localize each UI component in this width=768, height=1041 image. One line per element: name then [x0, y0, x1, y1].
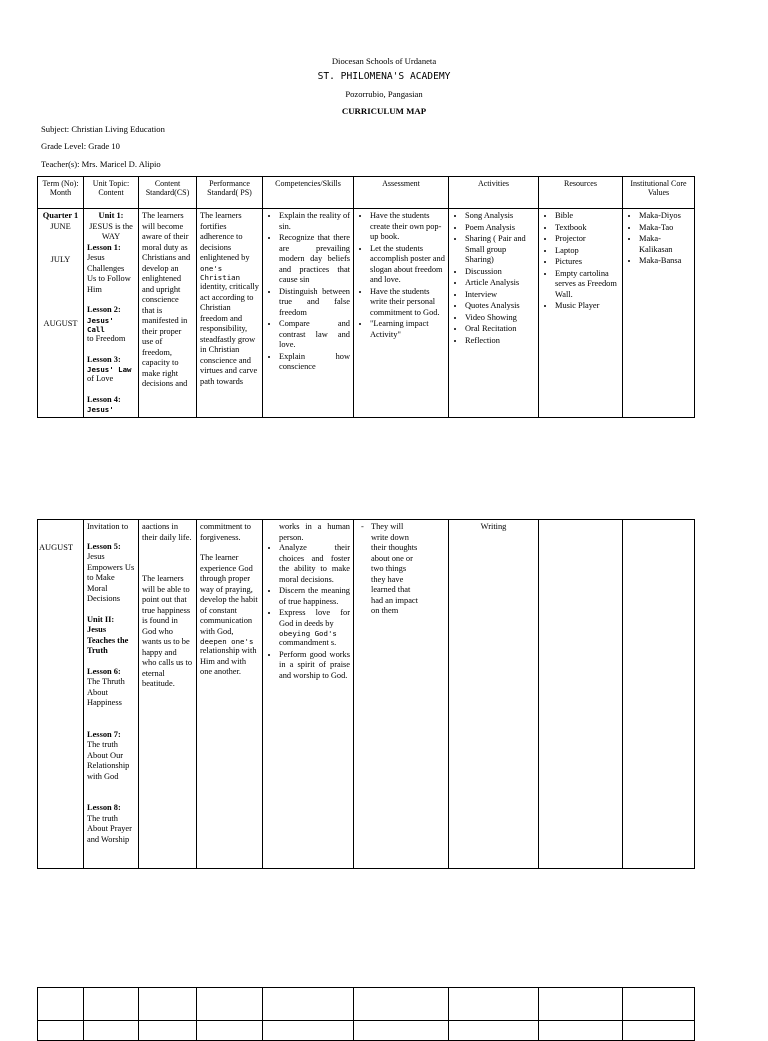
unit-2-label: Unit II: — [87, 614, 115, 624]
col-activities: Activities — [449, 177, 539, 209]
core-value-item: • Maka-Kalikasan — [639, 234, 691, 255]
col-core-values: Institutional Core Values — [623, 177, 695, 209]
ps-text-b: The learner experience God through proper way of praying, develop the habit of constant communication with God, — [200, 553, 258, 636]
activity-item: • Song Analysis — [465, 211, 535, 222]
competency-item: • Recognize that there are prevailing modern day beliefs and practices that cause sin — [279, 233, 350, 286]
assessment-item: • Have the students write their personal commitment to God. — [370, 287, 445, 319]
unit-cell — [84, 520, 139, 869]
lesson-7-label: Lesson 7: — [87, 729, 121, 739]
lesson-6-title: The Thruth About Happiness — [87, 677, 125, 707]
cs-cell — [139, 520, 197, 869]
term-august: AUGUST — [39, 543, 73, 552]
col-term: Term (No): Month — [38, 177, 84, 209]
competency-item: • Discern the meaning of true happiness. — [279, 586, 350, 607]
resource-item: • Laptop — [555, 246, 619, 257]
competency-love-mono: obeying God's — [279, 629, 337, 638]
competency-item: • Explain the reality of sin. — [279, 211, 350, 232]
activity-item: • Article Analysis — [465, 278, 535, 289]
competency-item: • Perform good works in a spirit of praise and worship to God. — [279, 650, 350, 682]
resource-item: • Pictures — [555, 257, 619, 268]
activity-item: • Reflection — [465, 336, 535, 347]
term-cell — [38, 209, 84, 418]
dash-marker: - — [361, 522, 364, 531]
ps-text-a: The learners fortifies adherence to decisions enlightened by — [200, 211, 250, 262]
curriculum-table-page-2 — [37, 519, 695, 869]
unit-continuation: Invitation to — [87, 522, 129, 531]
document-title: CURRICULUM MAP — [341, 106, 427, 116]
core-values-cell — [623, 209, 695, 418]
ps-text-b: identity, critically act according to Christian freedom and responsibility, steadfastly grow in Christian conscience and virtues and carve path towards — [200, 282, 259, 386]
col-cs: Content Standard(CS) — [139, 177, 197, 209]
assessment-cell — [354, 520, 449, 869]
competency-item: • Distinguish between true and false freedom — [279, 287, 350, 319]
lesson-1-title: Jesus Challenges Us to Follow Him — [87, 253, 131, 294]
table-row — [38, 209, 695, 418]
term-quarter: Quarter 1 — [42, 211, 79, 220]
cs-cell: The learners will become aware of their moral duty as Christians and develop an enlightened and upright conscience that is manifested in their proper use of freedom, capacity to make right decisions and — [139, 209, 197, 418]
term-july: JULY — [50, 255, 71, 264]
activities-cell — [449, 520, 539, 869]
lesson-7-title: The truth About Our Relationship with God — [87, 740, 130, 781]
competencies-cell — [263, 520, 354, 869]
activity-item: • Poem Analysis — [465, 223, 535, 234]
grade-line: Grade Level: Grade 10 — [41, 141, 120, 151]
activity-item: • Oral Recitation — [465, 324, 535, 335]
school-name: ST. PHILOMENA'S ACADEMY — [317, 71, 451, 82]
activity-item: • Interview — [465, 290, 535, 301]
assessment-item: • Let the students accomplish poster and slogan about freedom and love. — [370, 244, 445, 286]
competency-item — [279, 608, 350, 649]
resource-item: • Textbook — [555, 223, 619, 234]
curriculum-table-page-3 — [37, 987, 695, 1041]
ps-cell — [197, 209, 263, 418]
competency-continuation: works in a human person. — [279, 522, 350, 542]
col-unit: Unit Topic: Content — [84, 177, 139, 209]
competencies-cell — [263, 209, 354, 418]
unit-1-label: Unit 1: — [98, 211, 124, 220]
assessment-item: - They will write down their thoughts about one or two things they have learned that had an impact on them — [361, 522, 418, 615]
col-ps: Performance Standard( PS) — [197, 177, 263, 209]
resources-cell — [539, 209, 623, 418]
curriculum-table-page-1 — [37, 176, 695, 418]
diocese-name: Diocesan Schools of Urdaneta — [331, 56, 437, 66]
ps-text-a: commitment to forgiveness. — [200, 522, 251, 542]
empty-cell — [197, 988, 263, 1021]
core-value-item: • Maka-Tao — [639, 223, 691, 234]
teacher-line: Teacher(s): Mrs. Maricel D. Alipio — [41, 159, 161, 169]
term-cell — [38, 520, 84, 869]
ps-cell — [197, 520, 263, 869]
activities-cell — [449, 209, 539, 418]
core-values-cell — [623, 520, 695, 869]
col-assessment: Assessment — [354, 177, 449, 209]
lesson-3-title-b: of Love — [87, 374, 114, 384]
lesson-3-title-a: Jesus' Law — [87, 365, 132, 374]
empty-cell — [38, 988, 84, 1021]
lesson-3-label: Lesson 3: — [87, 354, 121, 364]
activity-item: • Quotes Analysis — [465, 301, 535, 312]
lesson-1-label: Lesson 1: — [87, 242, 121, 252]
competency-item: • Analyze their choices and foster the ability to make moral decisions. — [279, 543, 350, 585]
lesson-2-title-b: to Freedom — [87, 334, 126, 343]
core-value-item: • Maka-Bansa — [639, 256, 691, 267]
resource-item: • Projector — [555, 234, 619, 245]
activity-item: • Discussion — [465, 267, 535, 278]
lesson-4-title: Jesus' — [87, 405, 114, 415]
competency-love-b: commandment s. — [279, 638, 337, 648]
ps-text-mono: deepen one's — [200, 637, 254, 646]
empty-cell — [139, 988, 197, 1021]
term-june: JUNE — [50, 221, 71, 231]
unit-2-title: Jesus Teaches the Truth — [87, 625, 129, 655]
resource-item: • Bible — [555, 211, 619, 222]
core-value-item: • Maka-Diyos — [639, 211, 691, 222]
empty-cell — [263, 988, 354, 1021]
lesson-5-label: Lesson 5: — [87, 541, 121, 551]
col-resources: Resources — [539, 177, 623, 209]
table-row — [38, 520, 695, 869]
assessment-cell — [354, 209, 449, 418]
lesson-6-label: Lesson 6: — [87, 666, 121, 676]
resource-item: • Music Player — [555, 301, 619, 312]
competency-item: • Compare and contrast law and love. — [279, 319, 350, 351]
unit-1-title: JESUS is the WAY — [89, 221, 133, 241]
empty-cell — [354, 988, 449, 1021]
competency-item: • Explain how conscience — [279, 352, 350, 373]
lesson-4-label: Lesson 4: — [87, 394, 121, 404]
lesson-5-title: Jesus Empowers Us to Make Moral Decisions — [87, 552, 135, 603]
subject-line: Subject: Christian Living Education — [41, 124, 165, 134]
assessment-item: • "Learning impact Activity" — [370, 319, 445, 340]
lesson-8-title: The truth About Prayer and Worship — [87, 813, 132, 844]
term-august: AUGUST — [43, 318, 78, 328]
activity-item: • Video Showing — [465, 313, 535, 324]
table-header-row — [38, 177, 695, 209]
lesson-8-label: Lesson 8: — [87, 803, 121, 812]
competency-love-a: Express love for God in deeds by — [279, 608, 350, 628]
activity-item: • Sharing ( Pair and Small group Sharing) — [465, 234, 535, 266]
lesson-2-label: Lesson 2: — [87, 305, 121, 314]
lesson-2-title-a: Jesus' Call — [87, 315, 114, 334]
resource-item: • Empty cartolina serves as Freedom Wall. — [555, 269, 619, 301]
ps-text-mono: one's Christian — [200, 263, 241, 282]
empty-cell — [84, 988, 139, 1021]
unit-cell — [84, 209, 139, 418]
cs-text-b: The learners will be able to point out that true happiness is found in God who wants us to be happy and who calls us to eternal beatitude. — [142, 574, 193, 688]
assessment-item: • Have the students create their own pop-up book. — [370, 211, 445, 243]
ps-text-c: relationship with Him and with one another. — [200, 646, 257, 677]
col-competencies: Competencies/Skills — [263, 177, 354, 209]
empty-cell — [449, 988, 539, 1021]
school-location: Pozorrubio, Pangasian — [345, 89, 423, 99]
empty-cell — [539, 988, 623, 1021]
table-row — [38, 988, 695, 1021]
resources-cell — [539, 520, 623, 869]
activity-item: Writing — [480, 522, 507, 531]
cs-text-a: aactions in their daily life. — [142, 522, 192, 542]
empty-cell — [623, 988, 695, 1021]
